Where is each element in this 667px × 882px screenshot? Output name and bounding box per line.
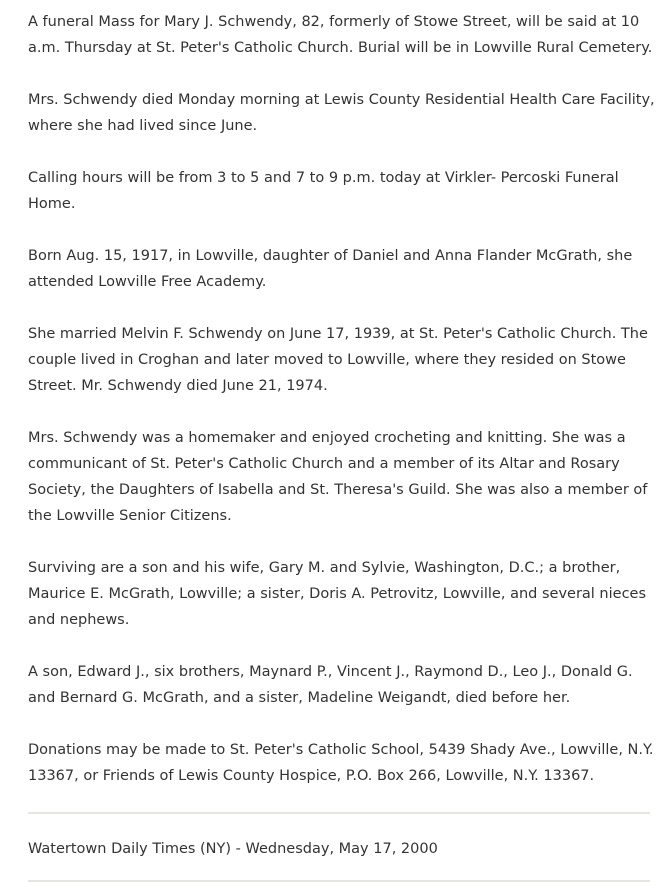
paragraph-funeral-mass: A funeral Mass for Mary J. Schwendy, 82, formerly of Stowe Street, will be said at 10 a.m. Thursday at St. Peter's Catholic Church. Burial will be in Lowville Rural Cemetery. [28, 14, 653, 56]
paragraph-predeceased: A son, Edward J., six brothers, Maynard P., Vincent J., Raymond D., Leo J., Donald G. and Bernard G. McGrath, and a sister, Madeline Weigandt, died before her. [28, 664, 633, 706]
paragraph-survivors: Surviving are a son and his wife, Gary M. and Sylvie, Washington, D.C.; a brother, Maurice E. McGrath, Lowville; a sister, Doris A. Petrovitz, Lowville, and several nieces and nephews. [28, 560, 647, 628]
paragraph-activities: Mrs. Schwendy was a homemaker and enjoyed crocheting and knitting. She was a communicant of St. Peter's Catholic Church and a member of its Altar and Rosary Society, the Daughters of Isabella and St. Theresa's Guild. She was also a member of the Lowville Senior Citizens. [28, 430, 648, 524]
obituary-article [28, 9, 658, 815]
paragraph-calling-hours: Calling hours will be from 3 to 5 and 7 to 9 p.m. today at Virkler- Percoski Funeral Home. [28, 170, 619, 212]
source-citation: Watertown Daily Times (NY) - Wednesday, May 17, 2000 [28, 841, 438, 857]
paragraph-birth: Born Aug. 15, 1917, in Lowville, daughter of Daniel and Anna Flander McGrath, she attended Lowville Free Academy. [28, 248, 633, 290]
paragraph-donations: Donations may be made to St. Peter's Catholic School, 5439 Shady Ave., Lowville, N.Y. 13367, or Friends of Lewis County Hospice, P.O. Box 266, Lowville, N.Y. 13367. [28, 742, 654, 784]
paragraph-marriage: She married Melvin F. Schwendy on June 17, 1939, at St. Peter's Catholic Church. The couple lived in Croghan and later moved to Lowville, where they resided on Stowe Street. Mr. Schwendy died June 21, 1974. [28, 326, 648, 394]
divider [28, 812, 650, 814]
paragraph-death: Mrs. Schwendy died Monday morning at Lewis County Residential Health Care Facility, where she had lived since June. [28, 92, 655, 134]
